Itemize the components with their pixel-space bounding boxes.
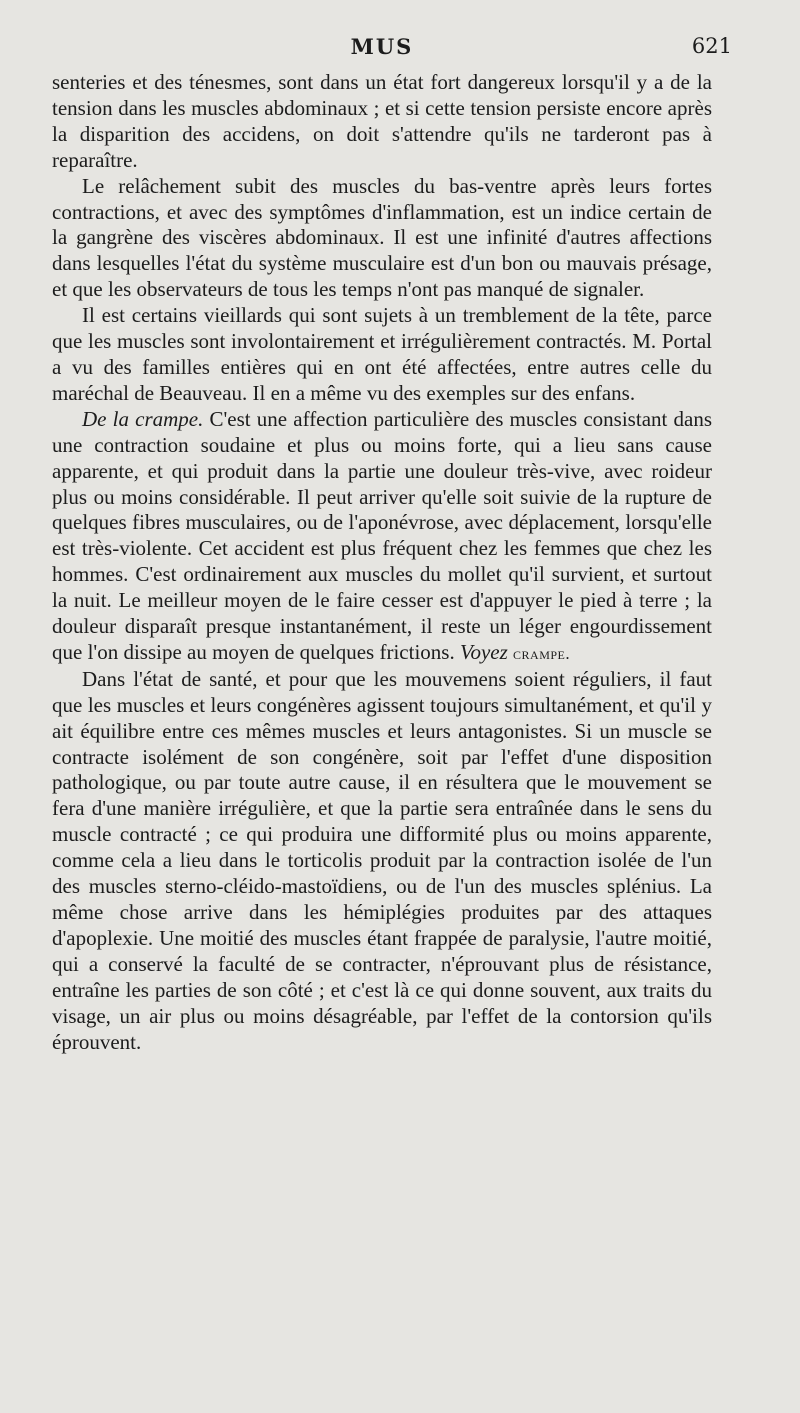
paragraph-text: Dans l'état de santé, et pour que les mouvemens soient réguliers, il faut que les muscles et leurs congénères agissent toujours simultanément, et qu'il y ait équilibre entre ces mêmes muscles et leurs antagonistes. Si un muscle se contracte isolément de son congénère, soit par l'effet d'une disposition pathologique, ou par toute autre cause, il en résultera que le mouvement se fera d'une manière irrégulière, et que la partie sera entraînée dans le sens du muscle contracté ; ce qui produira une difformité plus ou moins apparente, comme cela a lieu dans le torticolis produit par la contraction isolée de l'un des muscles sterno-cléido-mastoïdiens, ou de l'un des muscles splénius. La même chose arrive dans les hémiplégies produites par des attaques d'apoplexie. Une moitié des muscles étant frappée de paralysie, l'autre moitié, qui a conservé la faculté de se contracter, n'éprouvant plus de résistance, entraîne les parties de son côté ; et c'est là ce qui donne souvent, aux traits du visage, un air plus ou moins désagréable, par l'effet de la contorsion qu'ils éprouvent. bbox=[52, 666, 712, 1054]
paragraph-text: Il est certains vieillards qui sont sujets à un tremblement de la tête, parce que les muscles sont involontairement et irrégulièrement contractés. M. Portal a vu des familles entières qui en ont été affectées, entre autres celle du maréchal de Beauveau. Il en a même vu des exemples sur des enfans. bbox=[52, 303, 712, 405]
paragraph bbox=[52, 70, 712, 174]
see-also-label: Voyez bbox=[459, 639, 508, 664]
paragraph-text: senteries et des ténesmes, sont dans un état fort dangereux lorsqu'il y a de la tension dans les muscles abdominaux ; et si cette tension persiste encore après la disparition des accidens, on doit s'attendre qu'ils ne tarderont pas à reparaître. bbox=[52, 70, 712, 172]
paragraph bbox=[52, 303, 712, 407]
page-number: 621 bbox=[691, 34, 732, 58]
paragraph-text: C'est une affection particulière des muscles consistant dans une contraction soudaine et plus ou moins forte, qui a lieu sans cause apparente, et qui produit dans la partie une douleur très-vive, avec roideur plus ou moins considérable. Il peut arriver qu'elle soit suivie de la rupture de quelques fibres musculaires, ou de l'aponévrose, avec déplacement, lorsqu'elle est très-violente. Cet accident est plus fréquent chez les femmes que chez les hommes. C'est ordinairement aux muscles du mollet qu'il survient, et surtout la nuit. Le meilleur moyen de le faire cesser est d'appuyer le pied à terre ; la douleur disparaît presque instantanément, il reste un léger engourdissement que l'on dissipe au moyen de quelques frictions. bbox=[52, 406, 712, 664]
body-text bbox=[52, 70, 712, 1055]
cross-reference: crampe. bbox=[513, 643, 571, 663]
paragraph-text: Le relâchement subit des muscles du bas-ventre après leurs fortes contractions, et avec des symptômes d'inflammation, est un indice certain de la gangrène des viscères abdominaux. Il est une infinité d'autres affections dans lesquelles l'état du système musculaire est d'un bon ou mauvais présage, et que les observateurs de tous les temps n'ont pas manqué de signaler. bbox=[52, 173, 712, 302]
paragraph bbox=[52, 667, 712, 1056]
paragraph-crampe bbox=[52, 407, 712, 667]
running-head bbox=[52, 34, 732, 64]
section-lead: De la crampe. bbox=[82, 406, 204, 431]
paragraph bbox=[52, 174, 712, 304]
running-title: MUS bbox=[350, 34, 414, 59]
